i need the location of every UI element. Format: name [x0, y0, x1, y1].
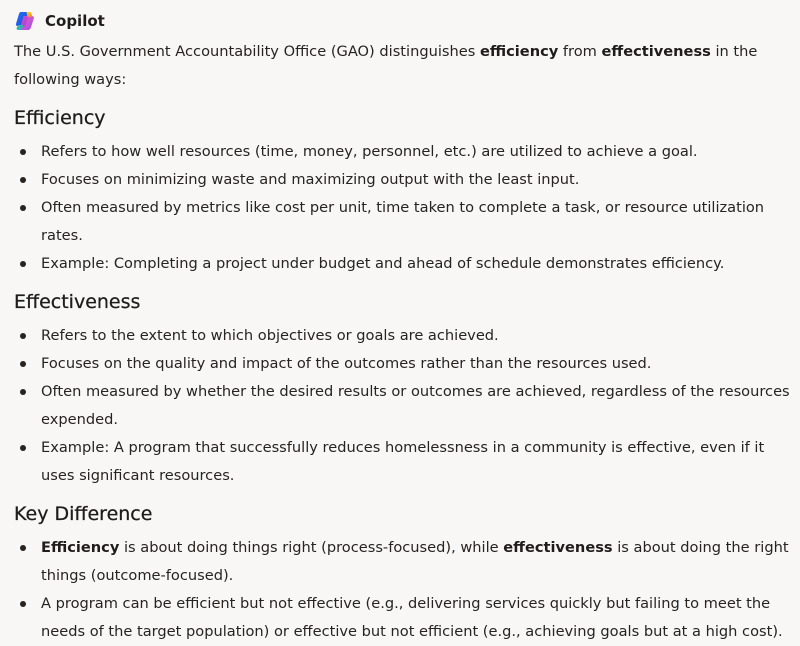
- list-item: [14, 166, 800, 194]
- list-item: [14, 378, 800, 434]
- intro-bold-effectiveness: effectiveness: [601, 43, 711, 60]
- list-item-text: Example: Completing a project under budget and ahead of schedule demonstrates efficiency.: [41, 255, 725, 272]
- message-header: [14, 8, 800, 34]
- list-item-text: Focuses on minimizing waste and maximizing output with the least input.: [41, 171, 580, 188]
- intro-text: from: [558, 43, 602, 60]
- list-item: [14, 590, 800, 646]
- section-heading-key-difference: Key Difference: [14, 503, 153, 525]
- intro-bold-efficiency: efficiency: [479, 43, 559, 60]
- bullet-icon: [20, 149, 26, 155]
- bullet-icon: [20, 601, 26, 607]
- intro-text: The U.S. Government Accountability Office (GAO) distinguishes: [14, 43, 480, 60]
- bullet-icon: [20, 445, 26, 451]
- list-item: [14, 350, 800, 378]
- bullet-icon: [20, 205, 26, 211]
- list-item-text: Refers to the extent to which objectives or goals are achieved.: [41, 327, 499, 344]
- section-heading-efficiency: Efficiency: [14, 107, 106, 129]
- list-item-text: Focuses on the quality and impact of the outcomes rather than the resources used.: [41, 355, 652, 372]
- list-item: [14, 434, 800, 490]
- copilot-logo-icon: [14, 10, 36, 32]
- list-item-text: A program can be efficient but not effective (e.g., delivering services quickly but failing to meet the needs of the target population) or effective but not efficient (e.g., achieving goals but at a high cost).: [41, 595, 783, 640]
- list-item-text: Refers to how well resources (time, money, personnel, etc.) are utilized to achieve a goal.: [41, 143, 698, 160]
- list-item-text: is about doing things right (process-focused), while: [119, 539, 504, 556]
- effectiveness-list: [14, 322, 800, 490]
- list-item-text: is about doing the right things (outcome-focused).: [41, 539, 789, 584]
- efficiency-list: [14, 138, 800, 278]
- list-item: [14, 534, 800, 590]
- list-item-text: Example: A program that successfully reduces homelessness in a community is effective, even if it uses significant resources.: [41, 439, 765, 484]
- list-item: [14, 322, 800, 350]
- bullet-icon: [20, 177, 26, 183]
- key-difference-list: [14, 534, 800, 646]
- bold-effectiveness: effectiveness: [503, 539, 613, 556]
- bullet-icon: [20, 261, 26, 267]
- list-item: [14, 138, 800, 166]
- list-item-text: Often measured by metrics like cost per unit, time taken to complete a task, or resource utilization rates.: [41, 199, 765, 244]
- intro-paragraph: [14, 38, 794, 94]
- bullet-icon: [20, 389, 26, 395]
- bullet-icon: [20, 545, 26, 551]
- intro-text: in the following ways:: [14, 43, 758, 88]
- section-heading-effectiveness: Effectiveness: [14, 291, 141, 313]
- bold-efficiency: Efficiency: [41, 539, 120, 556]
- bullet-icon: [20, 361, 26, 367]
- list-item-text: Often measured by whether the desired results or outcomes are achieved, regardless of the resources expended.: [41, 383, 790, 428]
- brand-name: Copilot: [45, 12, 105, 30]
- list-item: [14, 250, 800, 278]
- bullet-icon: [20, 333, 26, 339]
- list-item: [14, 194, 800, 250]
